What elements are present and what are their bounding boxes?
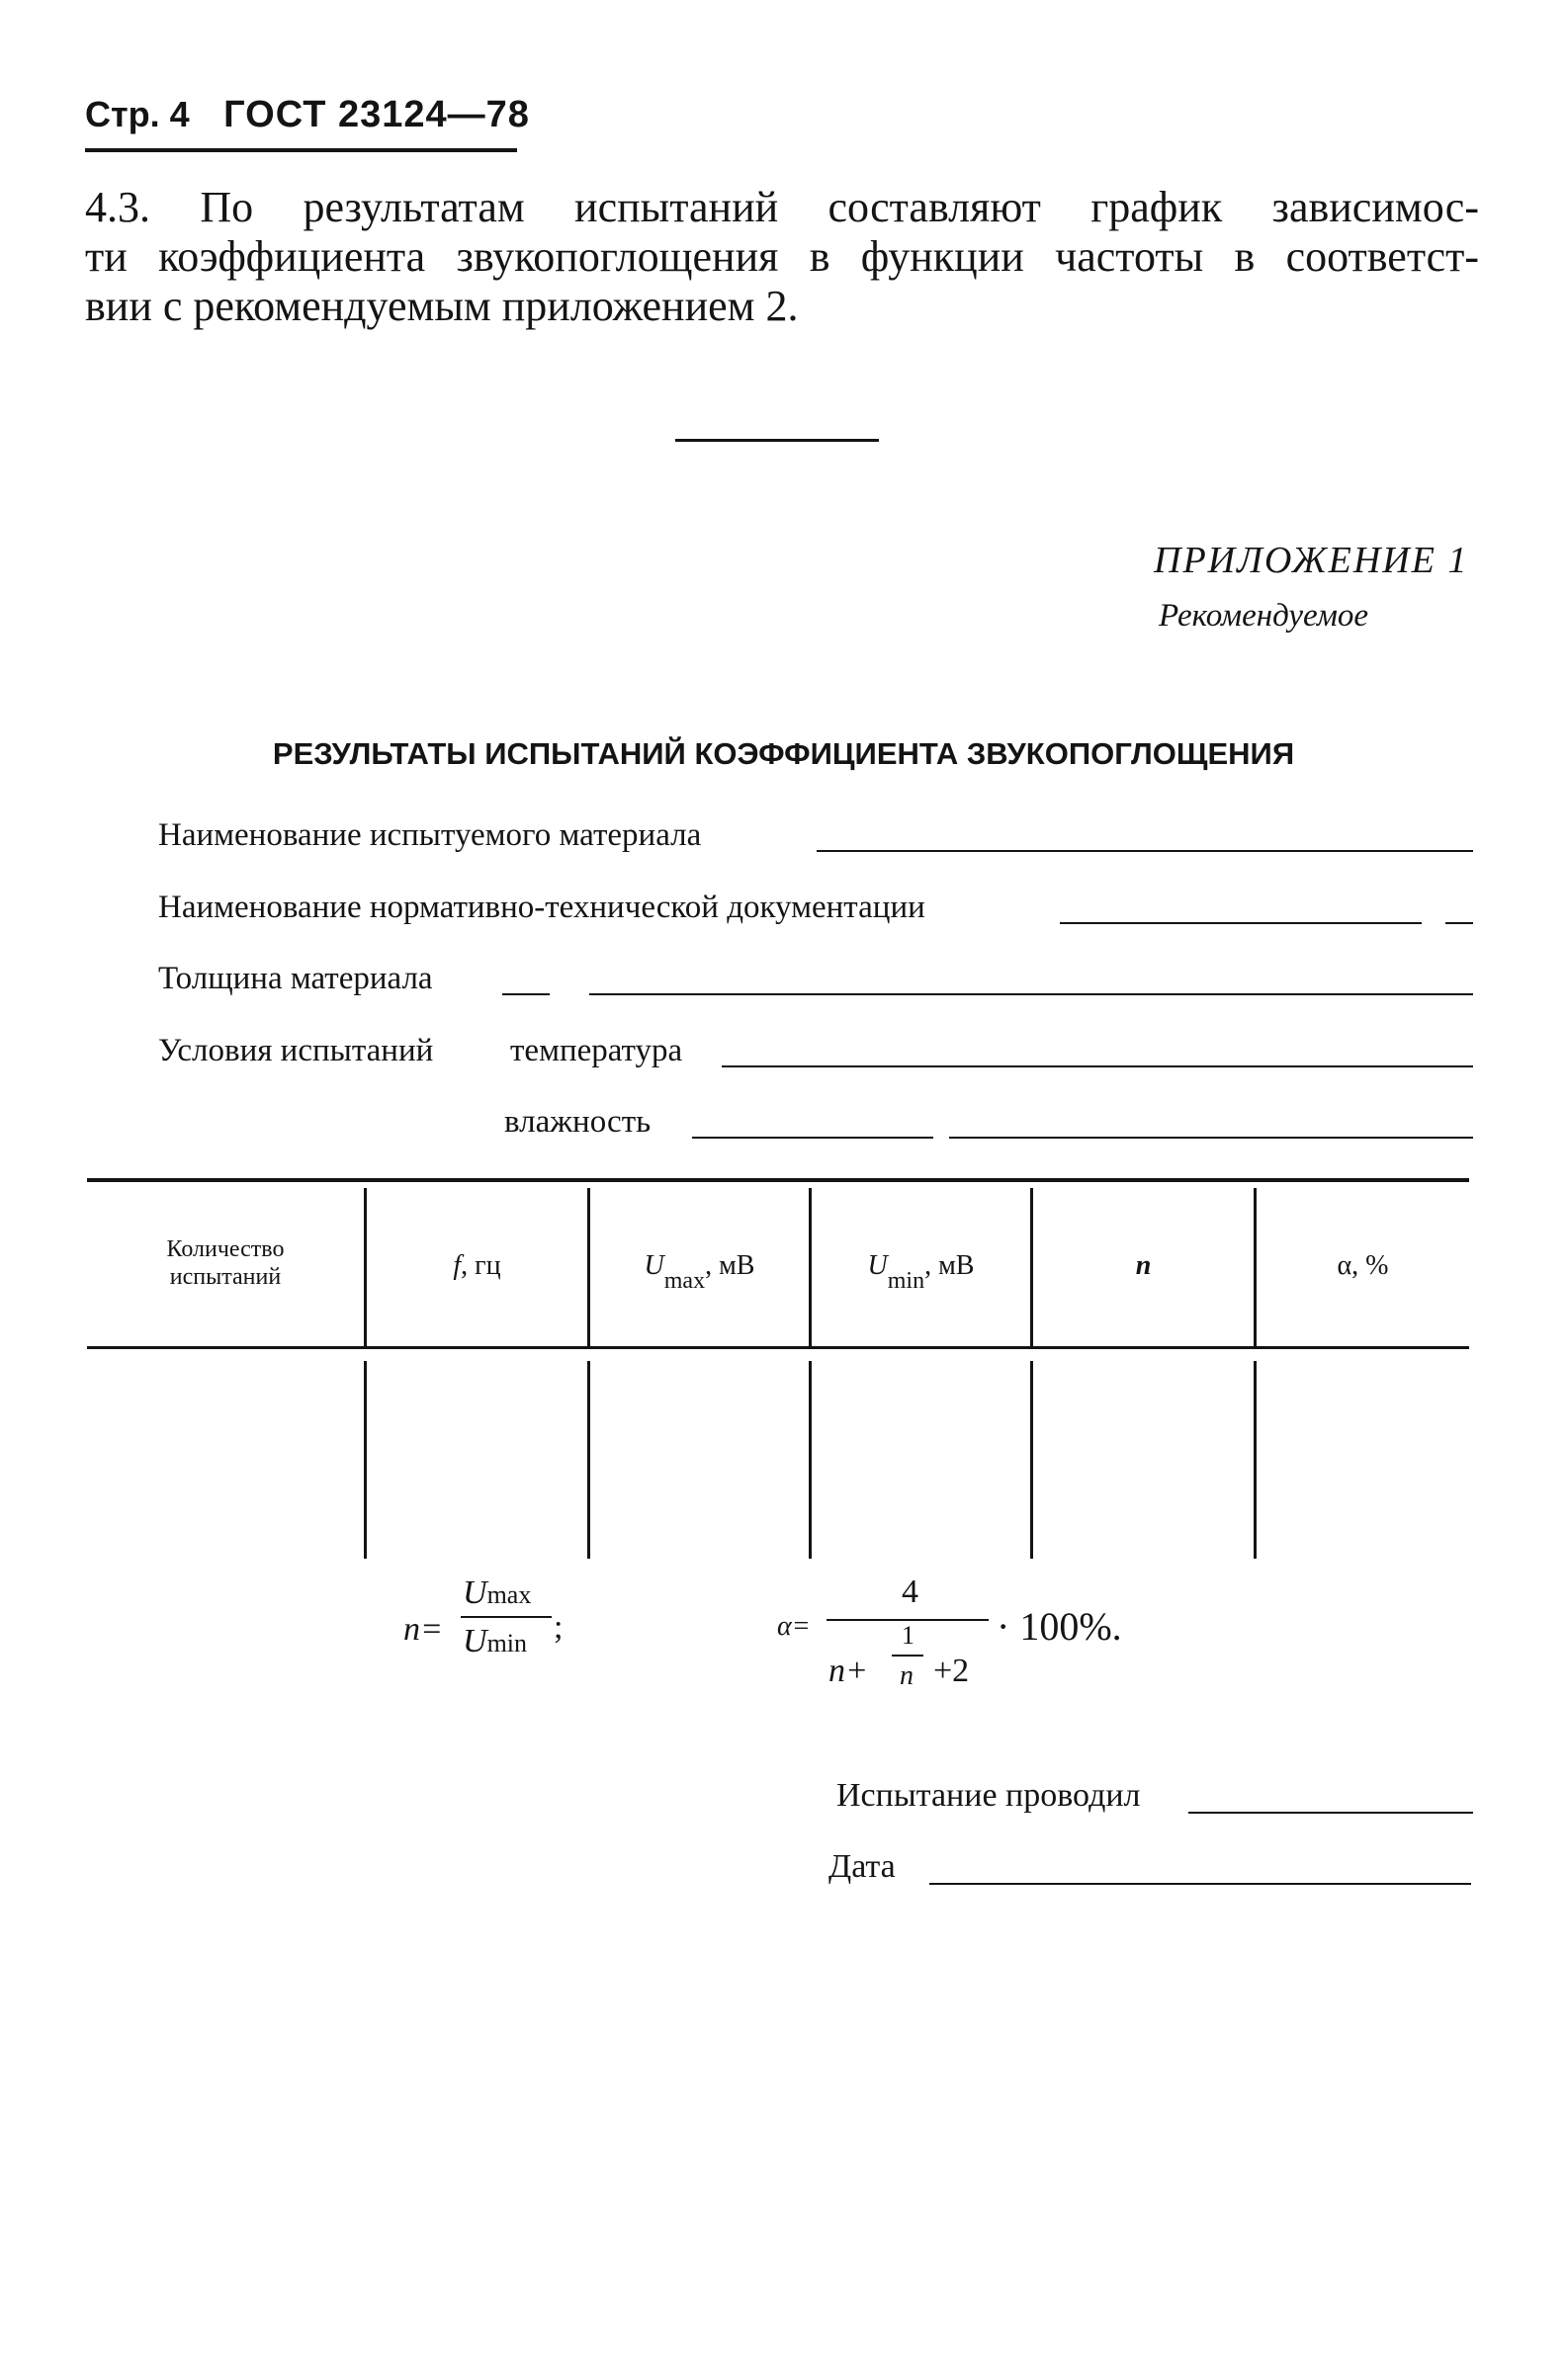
section-separator — [675, 439, 879, 442]
row-divider-3 — [809, 1361, 812, 1559]
formula-alpha-den-a: n+ — [828, 1653, 868, 1689]
normdoc-field-end[interactable] — [1445, 922, 1473, 924]
humidity-field-a[interactable] — [692, 1137, 933, 1139]
normdoc-field[interactable] — [1060, 922, 1422, 924]
header-rule — [85, 148, 517, 152]
page-header — [85, 94, 530, 136]
thickness-field-b[interactable] — [589, 993, 1473, 995]
date-label: Дата — [828, 1848, 896, 1885]
temperature-field[interactable] — [722, 1065, 1473, 1067]
material-field[interactable] — [817, 850, 1473, 852]
thickness-label: Толщина материала — [158, 961, 433, 996]
page-number: Стр. 4 — [85, 94, 190, 134]
clause-line-3: вии с рекомендуемым приложением 2. — [85, 282, 799, 330]
row-divider-5 — [1254, 1361, 1257, 1559]
formula-alpha-den-b: +2 — [933, 1653, 970, 1689]
header-umax: Umax, мВ — [644, 1250, 755, 1294]
standard-number: ГОСТ 23124—78 — [223, 94, 530, 135]
humidity-field-b[interactable] — [949, 1137, 1473, 1139]
row-divider-2 — [587, 1361, 590, 1559]
humidity-label: влажность — [504, 1104, 652, 1140]
header-alpha: α, % — [1337, 1250, 1389, 1281]
formula-n-denominator: Umin — [463, 1623, 528, 1659]
clause-4-3 — [85, 183, 1479, 331]
table-header-rule — [87, 1346, 1469, 1349]
clause-line-2: ти коэффициента звукопоглощения в функции частоты в соответст- — [85, 232, 1479, 281]
tester-label: Испытание проводил — [836, 1777, 1141, 1814]
material-label: Наименование испытуемого материала — [158, 817, 702, 853]
header-frequency: f, гц — [453, 1250, 501, 1281]
form-title: РЕЗУЛЬТАТЫ ИСПЫТАНИЙ КОЭФФИЦИЕНТА ЗВУКОПОГЛОЩЕНИЯ — [272, 736, 1295, 771]
formula-alpha-small-bar — [892, 1655, 923, 1657]
formula-alpha-tail: · 100%. — [997, 1604, 1122, 1649]
formula-alpha-small-den: n — [900, 1660, 914, 1691]
conditions-label: Условия испытаний — [158, 1033, 434, 1068]
formula-n-end: ; — [554, 1609, 564, 1646]
thickness-field-a[interactable] — [502, 993, 550, 995]
row-divider-1 — [364, 1361, 367, 1559]
header-ratio: n — [1135, 1250, 1152, 1281]
row-divider-4 — [1030, 1361, 1033, 1559]
temperature-label: температура — [510, 1033, 683, 1068]
formula-alpha-lhs: α= — [777, 1611, 811, 1642]
formula-n-lhs: n= — [403, 1611, 443, 1648]
formula-alpha-numerator: 4 — [902, 1573, 918, 1610]
header-umin: Umin, мВ — [867, 1250, 975, 1294]
formula-n-numerator: Umax — [463, 1574, 532, 1611]
formula-alpha-small-num: 1 — [902, 1621, 914, 1650]
normdoc-label: Наименование нормативно-технической документации — [158, 890, 925, 925]
appendix-status: Рекомендуемое — [1159, 598, 1369, 634]
tester-field[interactable] — [1188, 1812, 1473, 1814]
formula-n-bar — [461, 1616, 552, 1618]
appendix-label: ПРИЛОЖЕНИЕ 1 — [1154, 540, 1469, 581]
table-top-rule — [87, 1178, 1469, 1182]
header-count: Количество испытаний — [166, 1236, 285, 1290]
date-field[interactable] — [929, 1883, 1471, 1885]
clause-line-1: 4.3. По результатам испытаний составляют график зависимос- — [85, 183, 1479, 231]
